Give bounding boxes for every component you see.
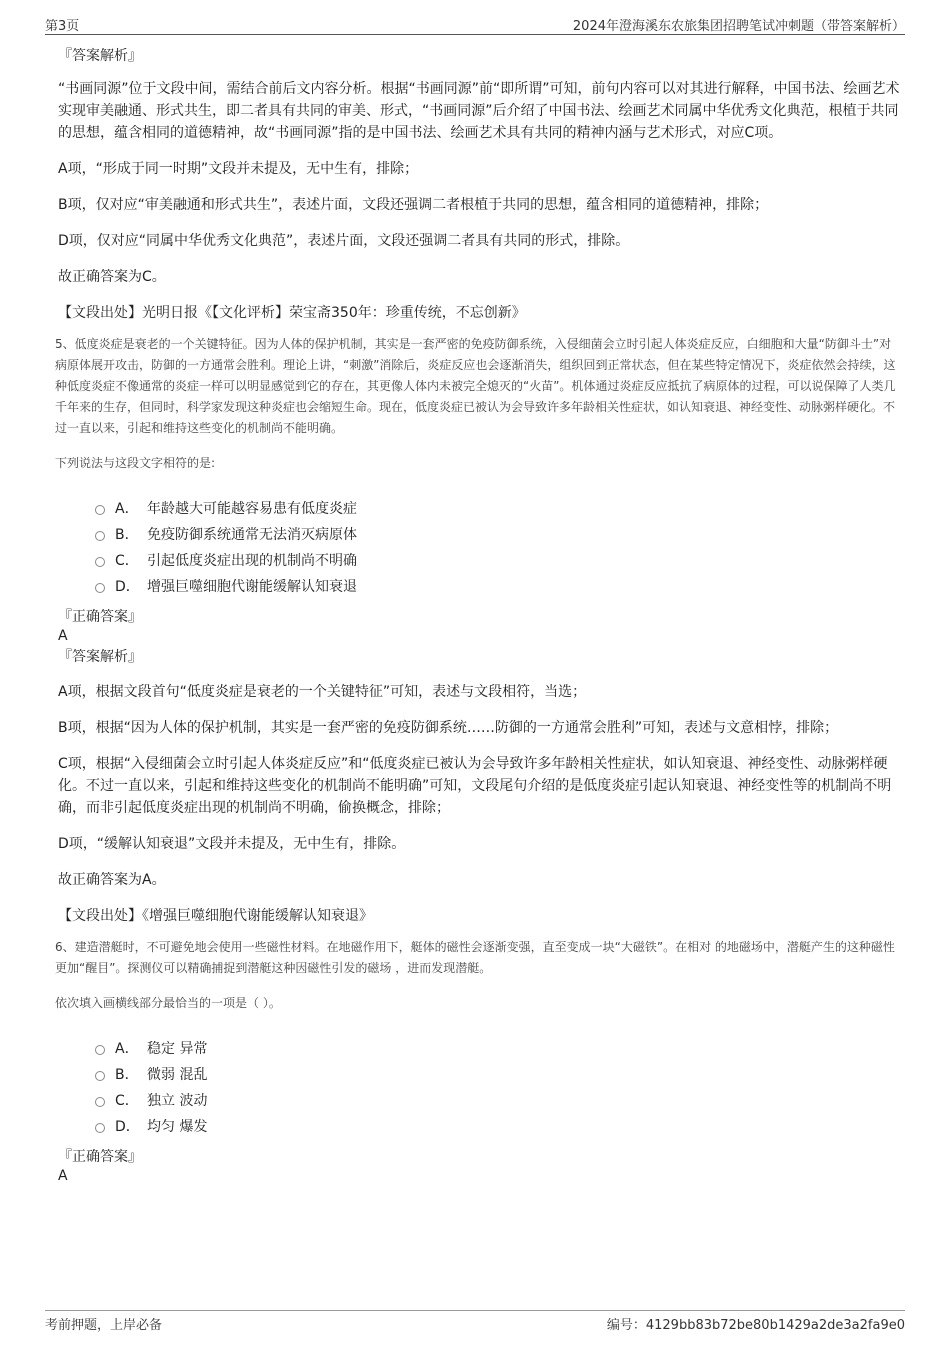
analysis-paragraph: “书画同源”位于文段中间，需结合前后文内容分析。根据“书画同源”前“即所谓”可知，前句内容可以对其进行解释，中国书法、绘画艺术实现审美融通、形式共生，即二者具有共同的审美、形式，“书画同源”后介绍了中国书法、绘画艺术同属中华优秀文化典范，根植于共同的思想，蕴含相同的道德精神，故“书画同源”指的是中国书法、绘画艺术具有共同的精神内涵与艺术形式，对应C项。 <box>58 81 900 141</box>
option-letter: A． <box>115 501 139 517</box>
analysis-paragraph: B项，仅对应“审美融通和形式共生”，表述片面，文段还强调二者根植于共同的思想，蕴含相同的道德精神，排除； <box>58 197 769 213</box>
question-prompt: 依次填入画横线部分最恰当的一项是（ ）。 <box>55 996 281 1010</box>
option-letter: D． <box>115 579 140 595</box>
radio-icon[interactable] <box>95 505 105 515</box>
option-list <box>95 495 900 599</box>
page-header <box>45 14 905 35</box>
option-b[interactable] <box>95 1061 900 1087</box>
option-a[interactable] <box>95 495 900 521</box>
analysis-paragraph: A项，“形成于同一时期”文段并未提及，无中生有，排除； <box>58 161 419 177</box>
correct-answer: A <box>58 1168 68 1184</box>
option-d[interactable] <box>95 1113 900 1139</box>
page-number: 第3页 <box>45 19 80 34</box>
option-text: 增强巨噬细胞代谢能缓解认知衰退 <box>147 579 357 595</box>
correct-answer-label: 『正确答案』 <box>58 1149 142 1165</box>
radio-icon[interactable] <box>95 1097 105 1107</box>
option-letter: C． <box>115 553 139 569</box>
analysis-paragraph: 故正确答案为C。 <box>58 269 166 285</box>
radio-icon[interactable] <box>95 583 105 593</box>
analysis-paragraph: A项，根据文段首句“低度炎症是衰老的一个关键特征”可知，表述与文段相符，当选； <box>58 684 587 700</box>
analysis-label: 『答案解析』 <box>58 48 142 64</box>
question-stem: 6、建造潜艇时，不可避免地会使用一些磁性材料。在地磁作用下，艇体的磁性会逐渐变强，直至变成一块“大磁铁”。在相对 的地磁场中，潜艇产生的这种磁性更加“醒目”。探测仪可以精确捕捉到潜艇这种因磁性引发的磁场 ，进而发现潜艇。 <box>55 940 895 975</box>
option-text: 稳定 异常 <box>147 1041 208 1057</box>
option-text: 独立 波动 <box>147 1093 208 1109</box>
analysis-paragraph: D项，“缓解认知衰退”文段并未提及，无中生有，排除。 <box>58 836 406 852</box>
option-text: 引起低度炎症出现的机制尚不明确 <box>147 553 357 569</box>
option-b[interactable] <box>95 521 900 547</box>
option-letter: A． <box>115 1041 139 1057</box>
option-letter: D． <box>115 1119 140 1135</box>
radio-icon[interactable] <box>95 1045 105 1055</box>
source-citation: 【文段出处】光明日报《【文化评析】荣宝斋350年：珍重传统，不忘创新》 <box>58 305 526 321</box>
question-stem: 5、低度炎症是衰老的一个关键特征。因为人体的保护机制，其实是一套严密的免疫防御系统，入侵细菌会立时引起人体炎症反应，白细胞和大量“防御斗士”对病原体展开攻击，防御的一方通常会胜利。理论上讲，“刺激”消除后，炎症反应也会逐渐消失，组织回到正常状态，但在某些特定情况下，炎症依然会持续，这种低度炎症不像通常的炎症一样可以明显感觉到它的存在，其更像人体内未被完全熄灭的“火苗”。机体通过炎症反应抵抗了病原体的过程，可以说保障了人类几千年来的生存，但同时，科学家发现这种炎症也会缩短生命。现在，低度炎症已被认为会导致许多年龄相关性症状，如认知衰退、神经变性、动脉粥样硬化。不过一直以来，引起和维持这些变化的机制尚不能明确。 <box>55 337 896 435</box>
option-c[interactable] <box>95 547 900 573</box>
analysis-label: 『答案解析』 <box>58 649 142 665</box>
analysis-paragraph: C项，根据“入侵细菌会立时引起人体炎症反应”和“低度炎症已被认为会导致许多年龄相关性症状，如认知衰退、神经变性、动脉粥样硬化。不过一直以来，引起和维持这些变化的机制尚不能明确”可知，文段尾句介绍的是低度炎症引起认知衰退、神经变性等的机制尚不明确，而非引起低度炎症出现的机制尚不明确，偷换概念，排除； <box>58 756 892 816</box>
option-letter: B． <box>115 527 139 543</box>
correct-answer: A <box>58 628 68 644</box>
analysis-paragraph: 故正确答案为A。 <box>58 872 166 888</box>
correct-answer-label: 『正确答案』 <box>58 609 142 625</box>
source-citation: 【文段出处】《增强巨噬细胞代谢能缓解认知衰退》 <box>58 908 373 924</box>
question-prompt: 下列说法与这段文字相符的是: <box>55 456 216 470</box>
radio-icon[interactable] <box>95 557 105 567</box>
option-text: 免疫防御系统通常无法消灭病原体 <box>147 527 357 543</box>
option-c[interactable] <box>95 1087 900 1113</box>
document-id: 编号：4129bb83b72be80b1429a2de3a2fa9e0 <box>606 1318 905 1333</box>
option-text: 年龄越大可能越容易患有低度炎症 <box>147 501 357 517</box>
analysis-paragraph: D项，仅对应“同属中华优秀文化典范”，表述片面，文段还强调二者具有共同的形式，排除。 <box>58 233 630 249</box>
footer-slogan: 考前押题，上岸必备 <box>45 1318 163 1333</box>
page-footer <box>45 1310 905 1333</box>
option-a[interactable] <box>95 1035 900 1061</box>
option-list <box>95 1035 900 1139</box>
document-title: 2024年澄海溪东农旅集团招聘笔试冲刺题（带答案解析） <box>572 19 905 34</box>
option-letter: B． <box>115 1067 139 1083</box>
radio-icon[interactable] <box>95 1123 105 1133</box>
option-d[interactable] <box>95 573 900 599</box>
radio-icon[interactable] <box>95 1071 105 1081</box>
option-letter: C． <box>115 1093 139 1109</box>
option-text: 微弱 混乱 <box>147 1067 208 1083</box>
document-content <box>55 46 900 1185</box>
analysis-paragraph: B项，根据“因为人体的保护机制，其实是一套严密的免疫防御系统……防御的一方通常会胜利”可知，表述与文意相悖，排除； <box>58 720 839 736</box>
radio-icon[interactable] <box>95 531 105 541</box>
option-text: 均匀 爆发 <box>147 1119 208 1135</box>
